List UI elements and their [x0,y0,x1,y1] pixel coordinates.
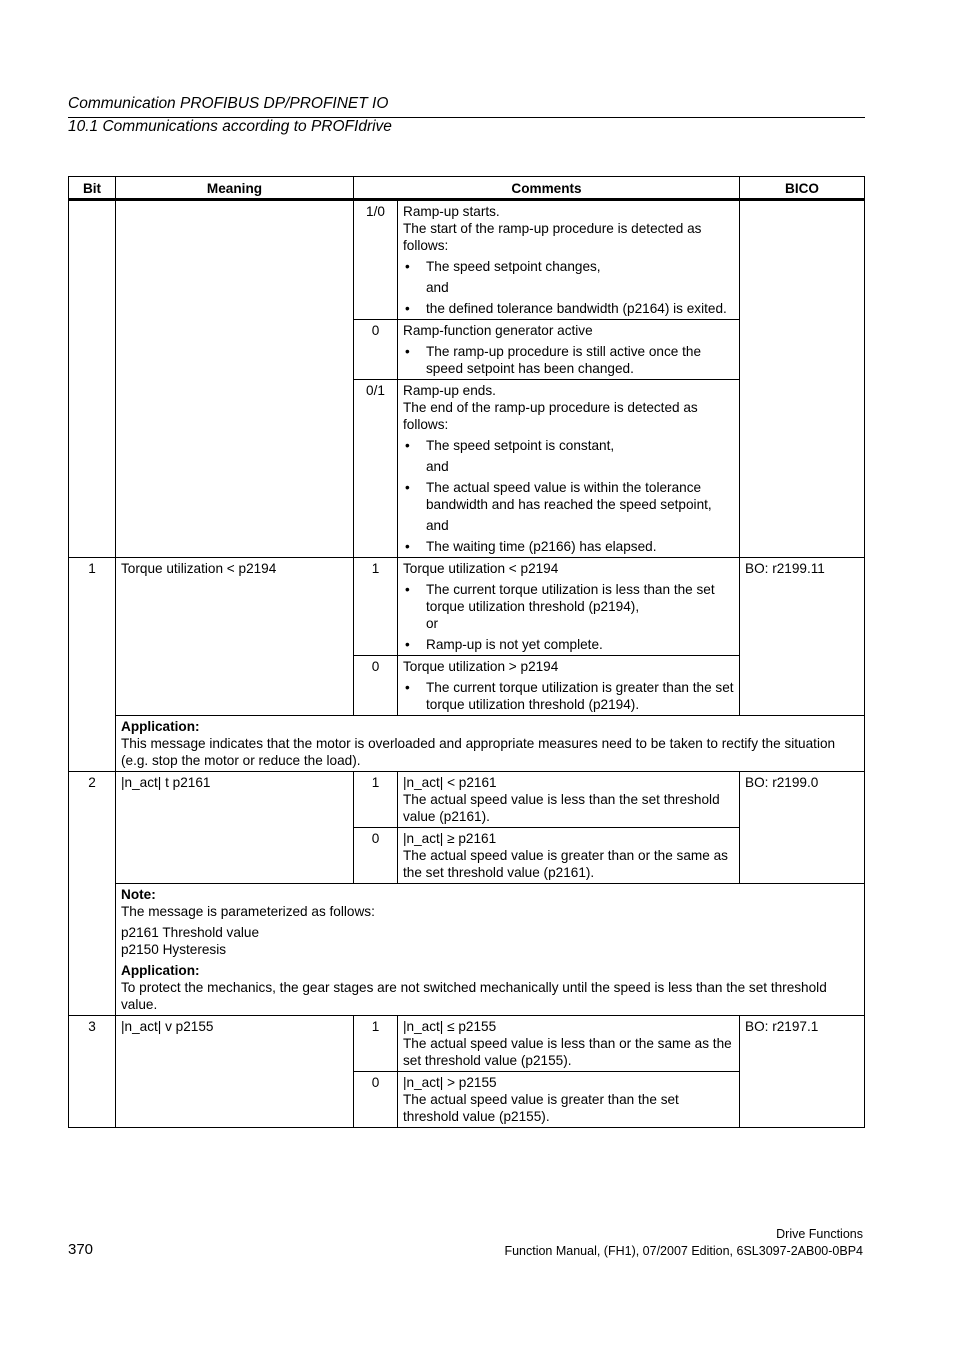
table-row [69,772,865,828]
comment-cell [398,656,740,716]
comment-cell [398,828,740,884]
bullet-item: • The speed setpoint is constant, [403,437,734,454]
value-cell: 1/0 [354,200,398,320]
bullet-item: • Ramp-up is not yet complete. [403,636,734,653]
comment-text: The actual speed value is greater than or the same as the set threshold value (p2161). [403,848,728,880]
meaning-cell: Torque utilization < p2194 [116,558,354,716]
bit-cell [69,200,116,558]
comment-cell [398,380,740,558]
comment-text: The actual speed value is greater than the set threshold value (p2155). [403,1092,679,1124]
bit-cell: 2 [69,772,116,1016]
application-label: Application: [121,719,200,734]
comment-title: Ramp-function generator active [403,323,593,338]
application-text: To protect the mechanics, the gear stages are not switched mechanically until the speed is less than the set threshold value. [121,980,827,1012]
note-text: The message is parameterized as follows: [121,904,375,919]
comment-title: |n_act| ≥ p2161 [403,831,497,846]
running-header-section: 10.1 Communications according to PROFIdrive [68,118,392,135]
table-row [69,716,865,772]
bico-cell: BO: r2199.11 [740,558,865,716]
running-header-chapter: Communication PROFIBUS DP/PROFINET IO [68,95,389,112]
bit-cell: 3 [69,1016,116,1128]
value-cell: 0 [354,320,398,380]
comment-text: The actual speed value is less than the set threshold value (p2161). [403,792,720,824]
comment-title: Ramp-up ends. [403,383,496,398]
conjunction: and [426,280,449,295]
comment-title: |n_act| ≤ p2155 [403,1019,497,1034]
bullet-item: • The waiting time (p2166) has elapsed. [403,538,734,555]
comment-title: |n_act| > p2155 [403,1075,497,1090]
bico-cell: BO: r2197.1 [740,1016,865,1128]
bico-cell: BO: r2199.0 [740,772,865,884]
page-number: 370 [68,1241,94,1258]
value-cell: 1 [354,1016,398,1072]
footer-manual-title: Drive Functions [776,1227,863,1241]
comment-cell [398,772,740,828]
footer-edition: Function Manual, (FH1), 07/2007 Edition, 6SL3097-2AB00-0BP4 [504,1244,863,1258]
table-row [69,884,865,1016]
value-cell: 0 [354,1072,398,1128]
value-cell: 0 [354,656,398,716]
note-label: Note: [121,887,156,902]
meaning-cell: |n_act| t p2161 [116,772,354,884]
meaning-cell [116,200,354,558]
bit-cell: 1 [69,558,116,772]
bullet-item: • The current torque utilization is greater than the set torque utilization threshold (p2194). [403,679,734,713]
conjunction: and [426,459,449,474]
comment-cell [398,558,740,656]
bullet-item: • The actual speed value is within the tolerance bandwidth and has reached the speed setpoint, [403,479,734,513]
application-text: This message indicates that the motor is overloaded and appropriate measures need to be taken to rectify the situation (e.g. stop the motor or reduce the load). [121,736,836,768]
value-cell: 0 [354,828,398,884]
comment-text: The end of the ramp-up procedure is detected as follows: [403,400,698,432]
application-cell [116,716,865,772]
param-threshold: p2161 Threshold value [121,925,260,940]
comment-text: The actual speed value is less than or the same as the set threshold value (p2155). [403,1036,732,1068]
conjunction: or [426,616,439,631]
col-header-comments: Comments [354,177,740,200]
col-header-bit: Bit [69,177,116,200]
col-header-meaning: Meaning [116,177,354,200]
bullet-item: • The ramp-up procedure is still active once the speed setpoint has been changed. [403,343,734,377]
col-header-bico: BICO [740,177,865,200]
bico-cell [740,200,865,558]
status-bits-table [68,176,865,1128]
comment-text: The start of the ramp-up procedure is detected as follows: [403,221,702,253]
value-cell: 0/1 [354,380,398,558]
comment-cell [398,200,740,320]
note-cell [116,884,865,1016]
param-hysteresis: p2150 Hysteresis [121,942,227,957]
table-row [69,558,865,656]
bullet-item [403,581,734,632]
comment-title: Torque utilization < p2194 [403,561,559,576]
bullet-item: • the defined tolerance bandwidth (p2164) is exited. [403,300,734,317]
comment-cell [398,1016,740,1072]
application-label: Application: [121,963,200,978]
meaning-cell: |n_act| v p2155 [116,1016,354,1128]
table-row [69,1016,865,1072]
table-row [69,200,865,320]
comment-cell [398,320,740,380]
value-cell: 1 [354,558,398,656]
comment-cell [398,1072,740,1128]
conjunction: and [426,518,449,533]
comment-title: |n_act| < p2161 [403,775,497,790]
comment-title: Ramp-up starts. [403,204,500,219]
table-header-row [69,177,865,200]
bullet-text: The current torque utilization is less than the set torque utilization threshold (p2194), [426,582,715,614]
comment-title: Torque utilization > p2194 [403,659,559,674]
bullet-item: • The speed setpoint changes, [403,258,734,275]
value-cell: 1 [354,772,398,828]
